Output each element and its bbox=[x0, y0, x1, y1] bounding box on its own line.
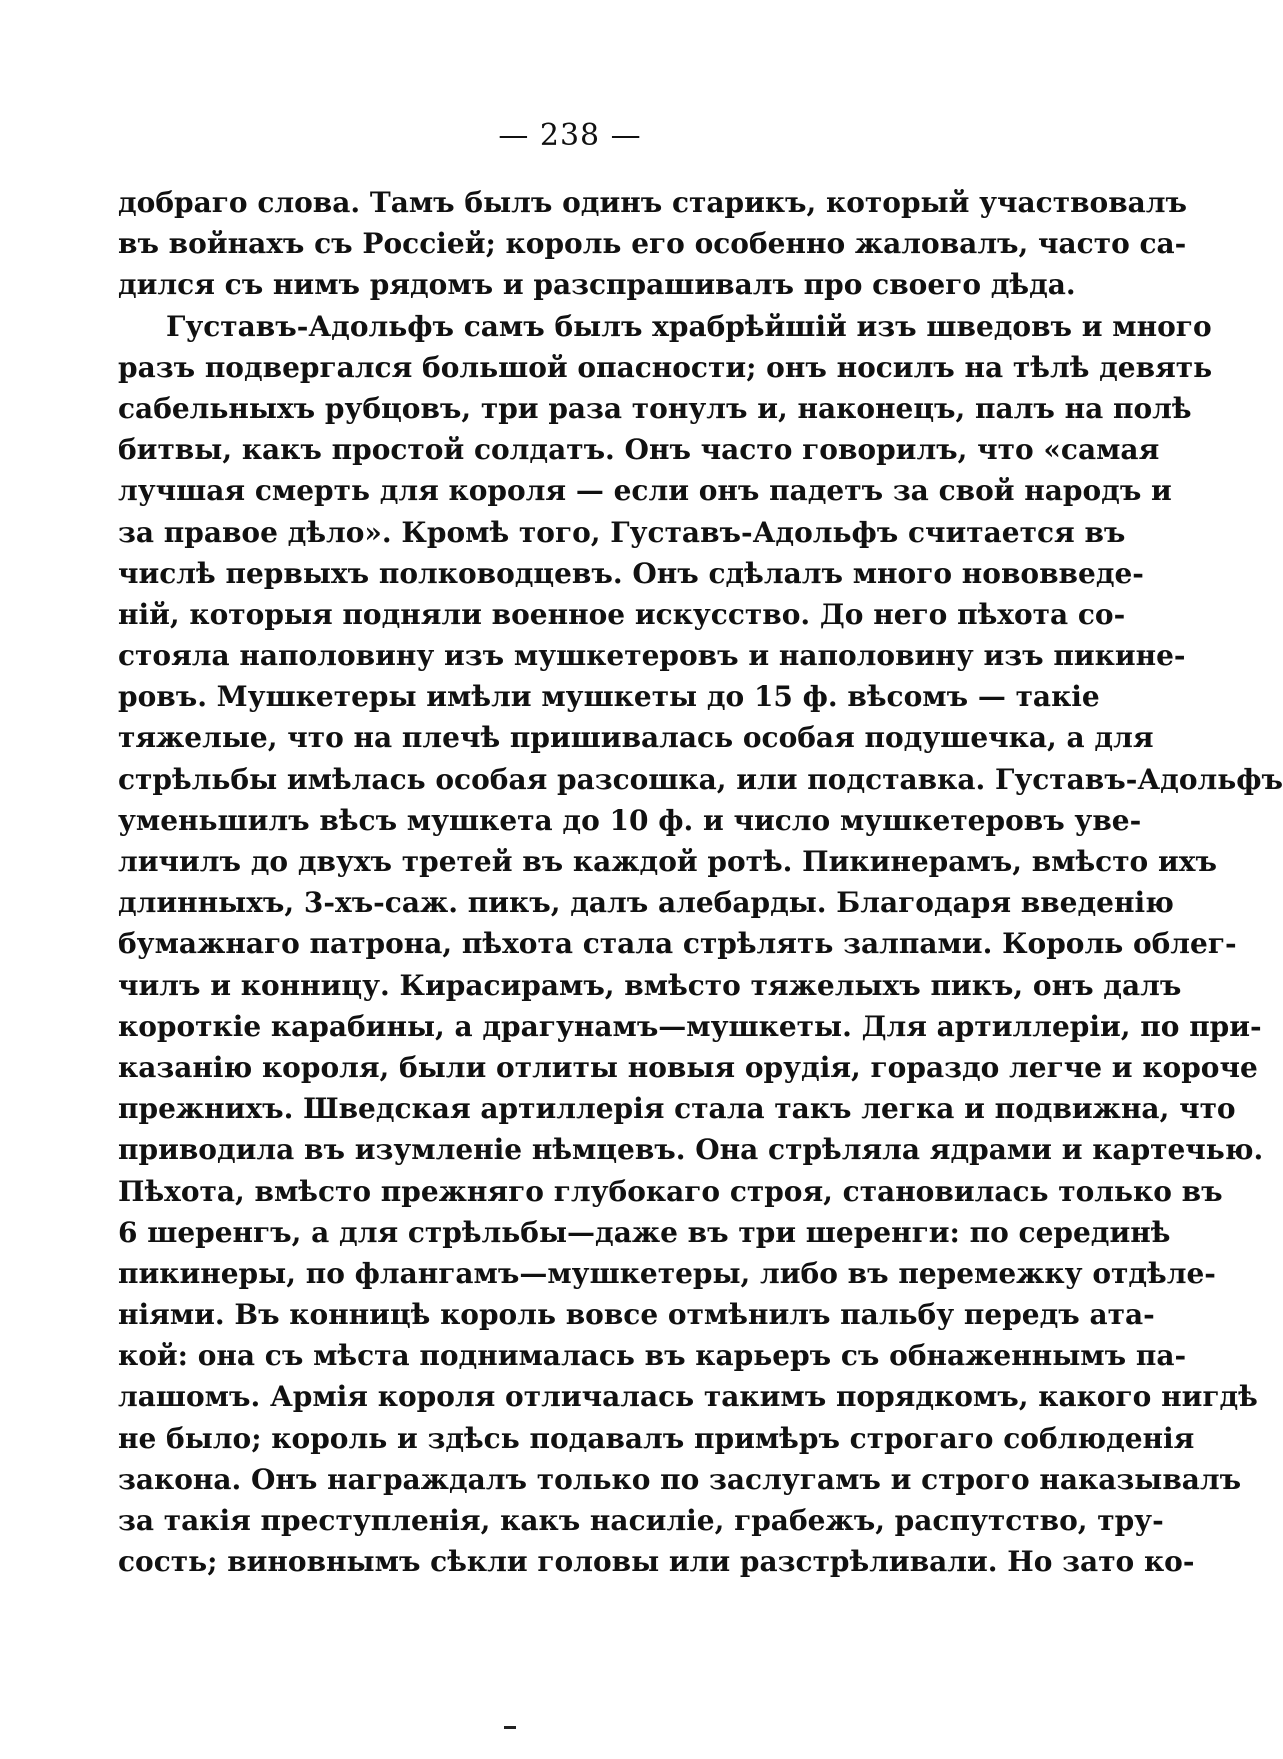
text-line: короткіе карабины, а драгунамъ—мушкеты. Для артиллеріи, по при- bbox=[118, 1009, 1262, 1043]
text-line: казанію короля, были отлиты новыя орудія, гораздо легче и короче bbox=[118, 1050, 1258, 1084]
page-number: — 238 — bbox=[498, 118, 642, 153]
text-line: бумажнаго патрона, пѣхота стала стрѣлять залпами. Король облег- bbox=[118, 927, 1237, 961]
text-line: длинныхъ, 3-хъ-саж. пикъ, далъ алебарды. Благодаря введенію bbox=[118, 886, 1174, 920]
text-line: за такія преступленія, какъ насиліе, грабежъ, распутство, тру- bbox=[118, 1504, 1164, 1537]
text-line: битвы, какъ простой солдатъ. Онъ часто говорилъ, что «самая bbox=[118, 433, 1160, 467]
text-line: за правое дѣло». Кромѣ того, Густавъ-Адольфъ считается въ bbox=[118, 515, 1126, 549]
text-line: дился съ нимъ рядомъ и разспрашивалъ про своего дѣда. bbox=[118, 268, 1076, 302]
text-line: Густавъ-Адольфъ самъ былъ храбрѣйшій изъ шведовъ и много bbox=[166, 309, 1212, 343]
text-line: кой: она съ мѣста поднималась въ карьеръ съ обнаженнымъ па- bbox=[118, 1339, 1187, 1373]
text-line: пикинеры, по флангамъ—мушкетеры, либо въ перемежку отдѣле- bbox=[118, 1256, 1216, 1290]
text-line: сабельныхъ рубцовъ, три раза тонулъ и, наконецъ, палъ на полѣ bbox=[118, 391, 1192, 425]
text-line: лашомъ. Армія короля отличалась такимъ порядкомъ, какого нигдѣ bbox=[118, 1380, 1258, 1414]
text-line: прежнихъ. Шведская артиллерія стала такъ легка и подвижна, что bbox=[118, 1092, 1236, 1126]
text-line: чилъ и конницу. Кирасирамъ, вмѣсто тяжелыхъ пикъ, онъ далъ bbox=[118, 968, 1182, 1002]
text-line: ній, которыя подняли военное искусство. До него пѣхота со- bbox=[118, 597, 1126, 631]
text-line: въ войнахъ съ Россіей; король его особенно жаловалъ, часто са- bbox=[118, 227, 1187, 261]
text-line: тяжелые, что на плечѣ пришивалась особая подушечка, а для bbox=[118, 721, 1154, 755]
text-line: числѣ первыхъ полководцевъ. Онъ сдѣлалъ много нововведе- bbox=[118, 556, 1144, 590]
text-line: стояла наполовину изъ мушкетеровъ и наполовину изъ пикине- bbox=[118, 639, 1186, 673]
text-line: личилъ до двухъ третей въ каждой ротѣ. Пикинерамъ, вмѣсто ихъ bbox=[118, 845, 1217, 878]
text-line: не было; король и здѣсь подавалъ примѣръ строгаго соблюденія bbox=[118, 1421, 1195, 1455]
text-line: добраго слова. Тамъ былъ одинъ старикъ, который участвовалъ bbox=[118, 186, 1188, 219]
text-line: уменьшилъ вѣсъ мушкета до 10 ф. и число мушкетеровъ уве- bbox=[118, 803, 1142, 837]
text-line: лучшая смерть для короля — если онъ падетъ за свой народъ и bbox=[118, 474, 1172, 508]
text-line: Пѣхота, вмѣсто прежняго глубокаго строя, становилась только въ bbox=[118, 1174, 1223, 1208]
body-text bbox=[118, 182, 1283, 1582]
text-line: стрѣльбы имѣлась особая разсошка, или подставка. Густавъ-Адольфъ bbox=[118, 762, 1283, 796]
text-line: приводила въ изумленіе нѣмцевъ. Она стрѣляла ядрами и картечью. bbox=[118, 1133, 1264, 1167]
text-line: разъ подвергался большой опасности; онъ носилъ на тѣлѣ девять bbox=[118, 350, 1213, 384]
text-line: ніями. Въ конницѣ король вовсе отмѣнилъ пальбу передъ ата- bbox=[118, 1298, 1155, 1332]
text-line: ровъ. Мушкетеры имѣли мушкеты до 15 ф. вѣсомъ — такіе bbox=[118, 680, 1100, 714]
text-line: закона. Онъ награждалъ только по заслугамъ и строго наказывалъ bbox=[118, 1462, 1242, 1496]
bottom-mark bbox=[504, 1726, 516, 1729]
text-line: сость; виновнымъ сѣкли головы или разстрѣливали. Но зато ко- bbox=[118, 1545, 1195, 1579]
text-line: 6 шеренгъ, а для стрѣльбы—даже въ три шеренги: по серединѣ bbox=[118, 1215, 1171, 1249]
